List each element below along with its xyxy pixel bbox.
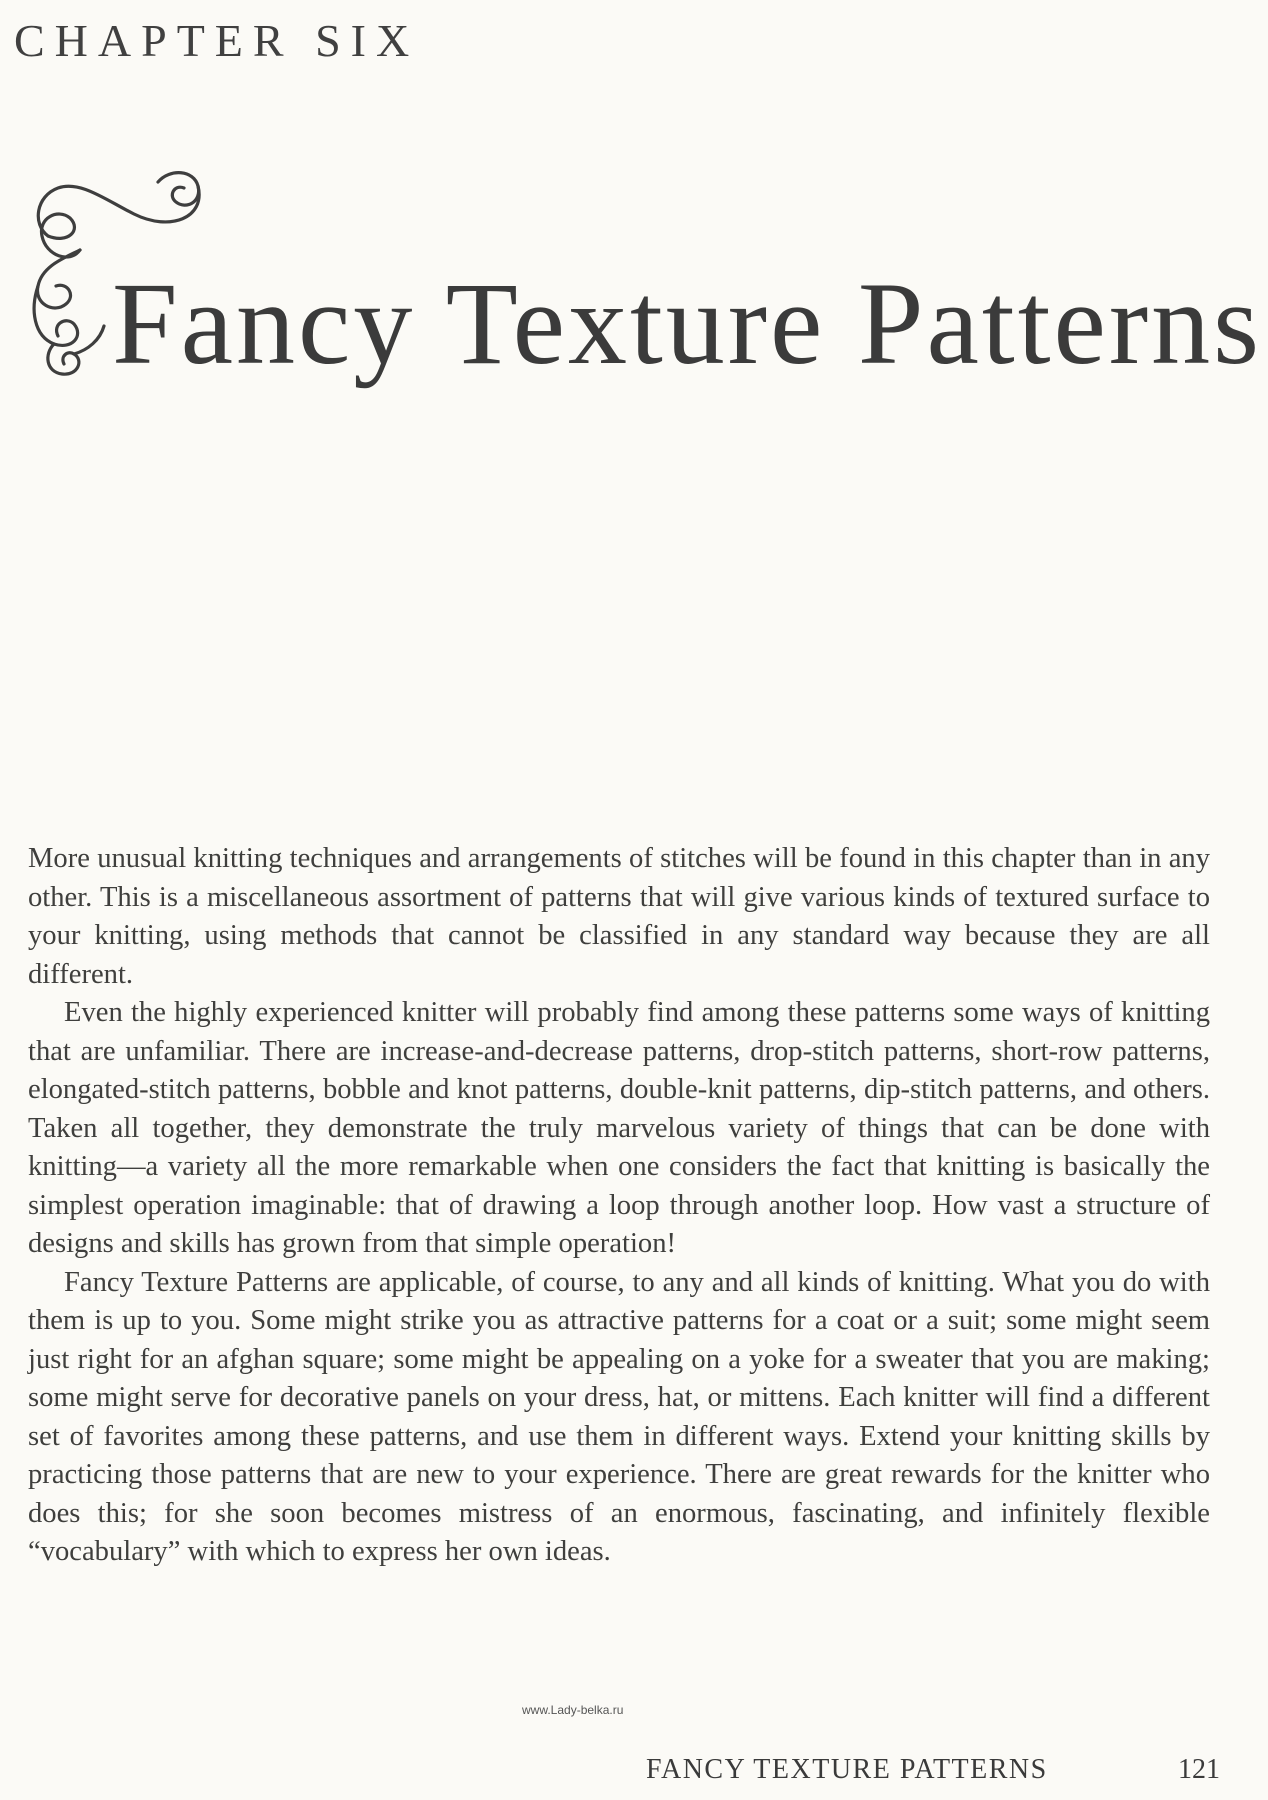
- paragraph-2: Even the highly experienced knitter will probably find among these patterns some ways of knitting that are unfamiliar. There are increase-and-decrease patterns, drop-stitch patterns, short-row patterns, elongated-stitch patterns, bobble and knot patterns, double-knit patterns, dip-stitch patterns, and others. Taken all together, they demonstrate the truly marvelous variety of things that can be done with knitting—a variety all the more remarkable when one considers the fact that knitting is basically the simplest operation imaginable: that of drawing a loop through another loop. How vast a structure of designs and skills has grown from that simple operation!: [28, 997, 1210, 1259]
- page-number: 121: [1178, 1754, 1220, 1785]
- watermark: www.Lady-belka.ru: [522, 1703, 624, 1717]
- chapter-label: CHAPTER SIX: [14, 15, 420, 66]
- paragraph-3: Fancy Texture Patterns are applicable, of course, to any and all kinds of knitting. What you do with them is up to you. Some might strike you as attractive patterns for a coat or a suit; some might seem just right for an afghan square; some might be appealing on a yoke for a sweater that you are making; some might serve for decorative panels on your dress, hat, or mittens. Each knitter will find a different set of favorites among these patterns, and use them in different ways. Extend your knitting skills by practicing those patterns that are new to your experience. There are great rewards for the knitter who does this; for she soon becomes mistress of an enormous, fascinating, and infinitely flexible “vocabulary” with which to express her own ideas.: [28, 1266, 1210, 1567]
- chapter-title: Fancy Texture Patterns: [112, 258, 1263, 389]
- running-head: FANCY TEXTURE PATTERNS: [646, 1754, 1048, 1785]
- paragraph-1: More unusual knitting techniques and arrangements of stitches will be found in this chapter than in any other. This is a miscellaneous assortment of patterns that will give various kinds of textured surface to your knitting, using methods that cannot be classified in any standard way because they are all different.: [28, 843, 1210, 990]
- body-text: [28, 840, 1210, 1572]
